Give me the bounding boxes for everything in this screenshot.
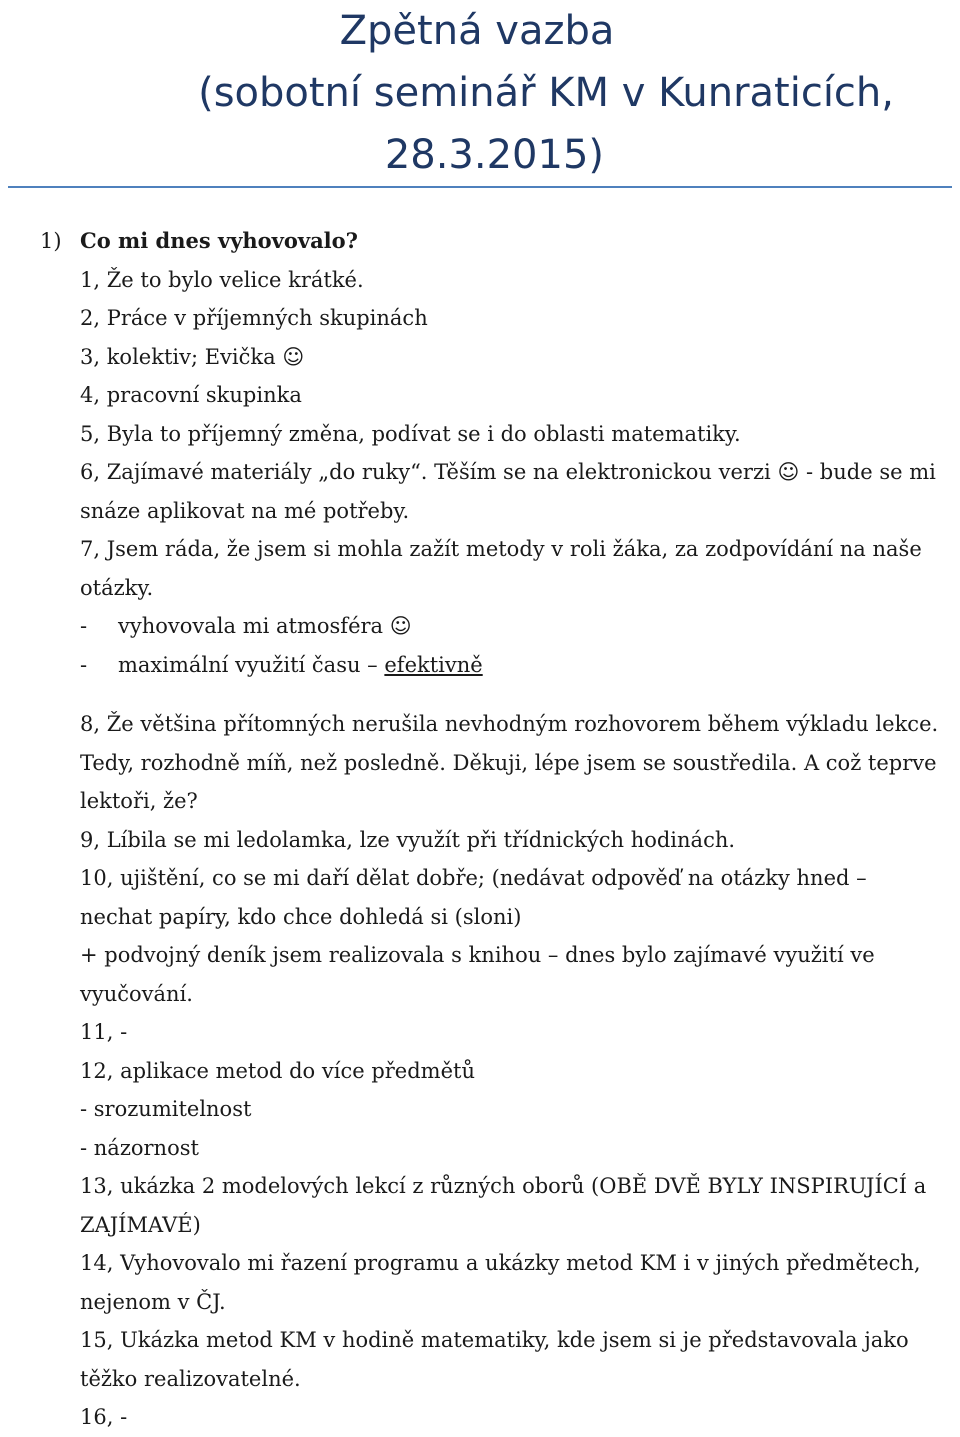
document-title [0, 0, 960, 186]
question-number: 1) [40, 229, 62, 253]
bullet-dash: - [80, 652, 88, 677]
question-text: Co mi dnes vyhovovalo? [80, 228, 358, 253]
answer-6-text-a: 6, Zajímavé materiály „do ruky“. Těším se na elektronickou verzi [80, 460, 771, 484]
answer-16: 16, - [80, 1405, 128, 1429]
answer-7-item-2 [0, 646, 960, 685]
answer-8: 8, Že většina přítomných nerušila nevhodným rozhovorem během výkladu lekce. Tedy, rozhodně míň, než posledně. Děkuji, lépe jsem se soustředila. A což teprve lektoři, že? [80, 712, 939, 813]
answer-5: 5, Byla to příjemný změna, podívat se i do oblasti matematiky. [80, 421, 741, 446]
answer-3-text: 3, kolektiv; Evička [80, 344, 276, 369]
answer-12-item-1: - srozumitelnost [80, 1097, 252, 1121]
title-line-1: Zpětná vazba [339, 8, 615, 54]
answer-6 [0, 453, 960, 530]
title-underline [8, 186, 952, 188]
answer-6-text-b: - bude se mi snáze aplikovat na mé potřeby. [80, 460, 936, 523]
answer-9: 9, Líbila se mi ledolamka, lze využít při třídnických hodinách. [80, 827, 736, 852]
answer-7: 7, Jsem ráda, že jsem si mohla zažít metody v roli žáka, za zodpovídání na naše otázky. [80, 537, 922, 600]
answer-10: 10, ujištění, co se mi daří dělat dobře; (nedávat odpověď na otázky hned – nechat papíry, kdo chce dohledá si (sloni) [80, 866, 867, 929]
smiley-icon: ☺ [282, 344, 305, 369]
answer-13: 13, ukázka 2 modelových lekcí z různých oborů (OBĚ DVĚ BYLY INSPIRUJÍCÍ a ZAJÍMAVÉ) [80, 1174, 927, 1237]
answer-15: 15, Ukázka metod KM v hodině matematiky, kde jsem si je představovala jako těžko realizovatelné. [80, 1328, 909, 1391]
answer-3 [0, 338, 960, 377]
answer-4: 4, pracovní skupinka [80, 383, 302, 407]
answer-7-item-1 [0, 607, 960, 646]
answer-7-item-1-text: vyhovovala mi atmosféra [118, 614, 384, 638]
bullet-dash: - [80, 614, 88, 638]
answer-1: 1, Že to bylo velice krátké. [80, 267, 364, 292]
question-heading [0, 222, 960, 261]
title-line-2: (sobotní seminář KM v Kunraticích, [198, 70, 894, 116]
answer-12: 12, aplikace metod do více předmětů [80, 1058, 475, 1083]
title-line-3: 28.3.2015) [384, 132, 604, 178]
answer-2: 2, Práce v příjemných skupinách [80, 306, 428, 330]
answer-11: 11, - [80, 1020, 128, 1044]
feedback-body [0, 222, 960, 1437]
answer-14: 14, Vyhovovalo mi řazení programu a ukázky metod KM i v jiných předmětech, nejenom v ČJ. [80, 1251, 921, 1314]
smiley-icon: ☺ [777, 460, 800, 484]
answer-10-extra: + podvojný deník jsem realizovala s knihou – dnes bylo zajímavé využití ve vyučování. [80, 943, 875, 1006]
answer-7-item-2-underlined: efektivně [384, 652, 483, 677]
answer-12-item-2: - názornost [80, 1135, 199, 1160]
smiley-icon: ☺ [389, 614, 412, 638]
answer-7-item-2-text: maximální využití času – [118, 652, 378, 677]
